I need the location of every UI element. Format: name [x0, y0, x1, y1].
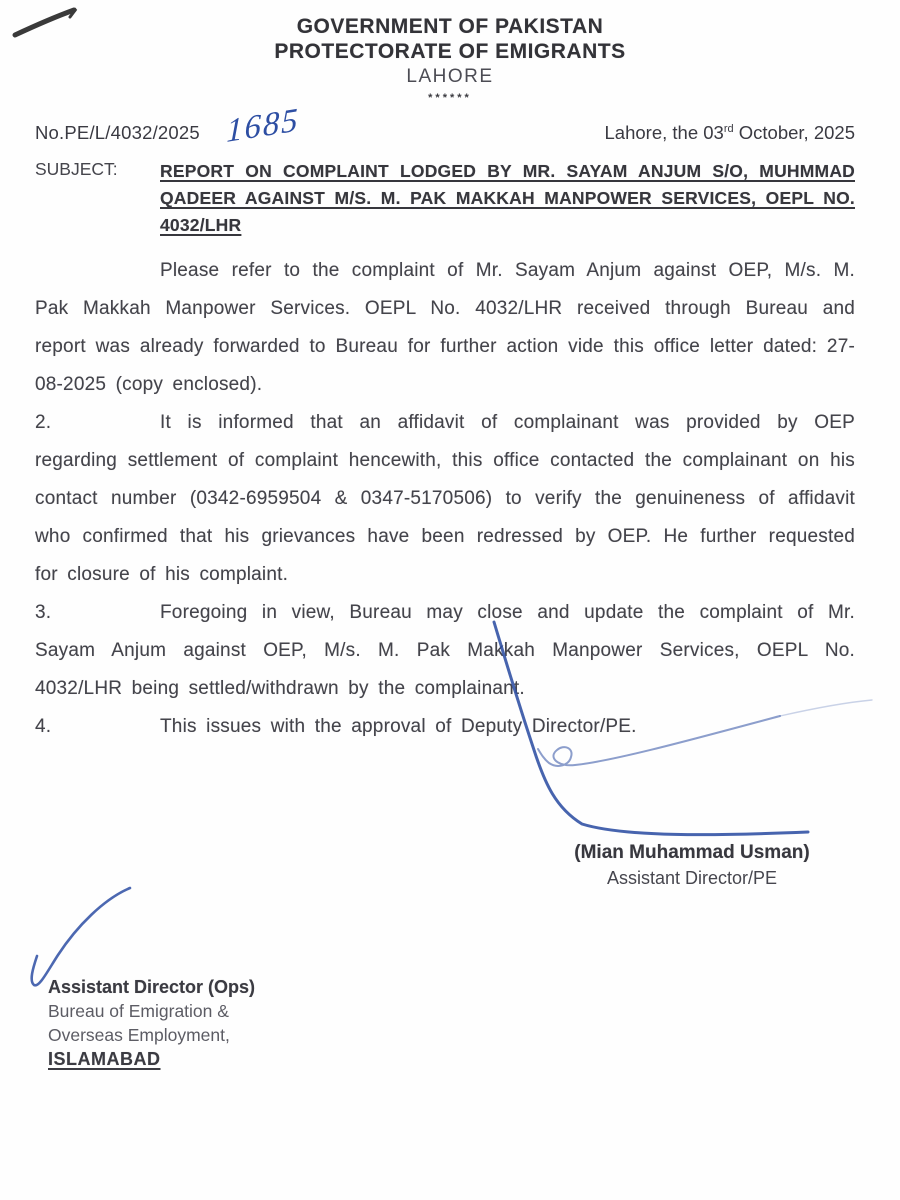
paragraph-3	[35, 594, 855, 708]
signatory-block	[552, 842, 832, 889]
letter-body	[35, 252, 855, 746]
signatory-name: (Mian Muhammad Usman)	[574, 842, 810, 863]
addressee-org-line1: Bureau of Emigration &	[48, 1001, 229, 1021]
subject-label: SUBJECT:	[35, 159, 118, 179]
paragraph-3-number: 3.	[35, 602, 52, 623]
paragraph-2-number: 2.	[35, 412, 52, 433]
paragraph-3-text: Foregoing in view, Bureau may close and update the complaint of Mr. Sayam Anjum against OEP, M/s. M. Pak Makkah Manpower Services, OEPL No. 4032/LHR being settled/withdrawn by the complainant.	[35, 602, 855, 699]
letterhead-city: LAHORE	[406, 66, 494, 87]
paragraph-4-number: 4.	[35, 716, 52, 737]
checkmark-ink	[32, 888, 130, 985]
paragraph-2	[35, 404, 855, 594]
letterhead-department: PROTECTORATE OF EMIGRANTS	[274, 40, 626, 63]
addressee-title: Assistant Director (Ops)	[48, 977, 256, 997]
date-ordinal-superscript: rd	[723, 122, 734, 135]
reference-row	[35, 122, 855, 152]
addressee-block	[48, 975, 255, 1071]
signatory-title: Assistant Director/PE	[606, 868, 778, 888]
letterhead-government: GOVERNMENT OF PAKISTAN	[296, 15, 604, 38]
letterhead	[35, 14, 855, 106]
addressee-city: ISLAMABAD	[48, 1049, 161, 1069]
paragraph-2-text: It is informed that an affidavit of complainant was provided by OEP regarding settlement of complaint hencewith, this office contacted the complainant on his contact number (0342-6959504 & 0347-5170506) to verify the genuineness of affidavit who confirmed that his grievances have been redressed by OEP. He further requested for closure of his complaint.	[35, 412, 855, 585]
date-prefix: Lahore, the 03	[604, 122, 724, 143]
subject-text: REPORT ON COMPLAINT LODGED BY MR. SAYAM ANJUM S/O, MUHMMAD QADEER AGAINST M/S. M. PAK MAKKAH MANPOWER SERVICES, OEPL NO. 4032/LHR	[160, 161, 855, 235]
subject-row	[35, 158, 855, 239]
paragraph-4	[35, 708, 855, 746]
letterhead-divider-stars: ******	[428, 92, 472, 104]
paragraph-1-text: Please refer to the complaint of Mr. Sayam Anjum against OEP, M/s. M. Pak Makkah Manpower Services. OEPL No. 4032/LHR received through Bureau and report was already forwarded to Bureau for further action vide this office letter dated: 27-08-2025 (copy enclosed).	[35, 260, 855, 395]
handwritten-diary-number: 1685	[226, 101, 300, 151]
reference-number: No.PE/L/4032/2025	[35, 122, 200, 143]
paragraph-4-text: This issues with the approval of Deputy Director/PE.	[160, 716, 637, 737]
place-and-date	[605, 122, 855, 144]
paragraph-1	[35, 252, 855, 404]
addressee-org-line2: Overseas Employment,	[48, 1025, 230, 1045]
date-suffix: October, 2025	[733, 122, 855, 143]
